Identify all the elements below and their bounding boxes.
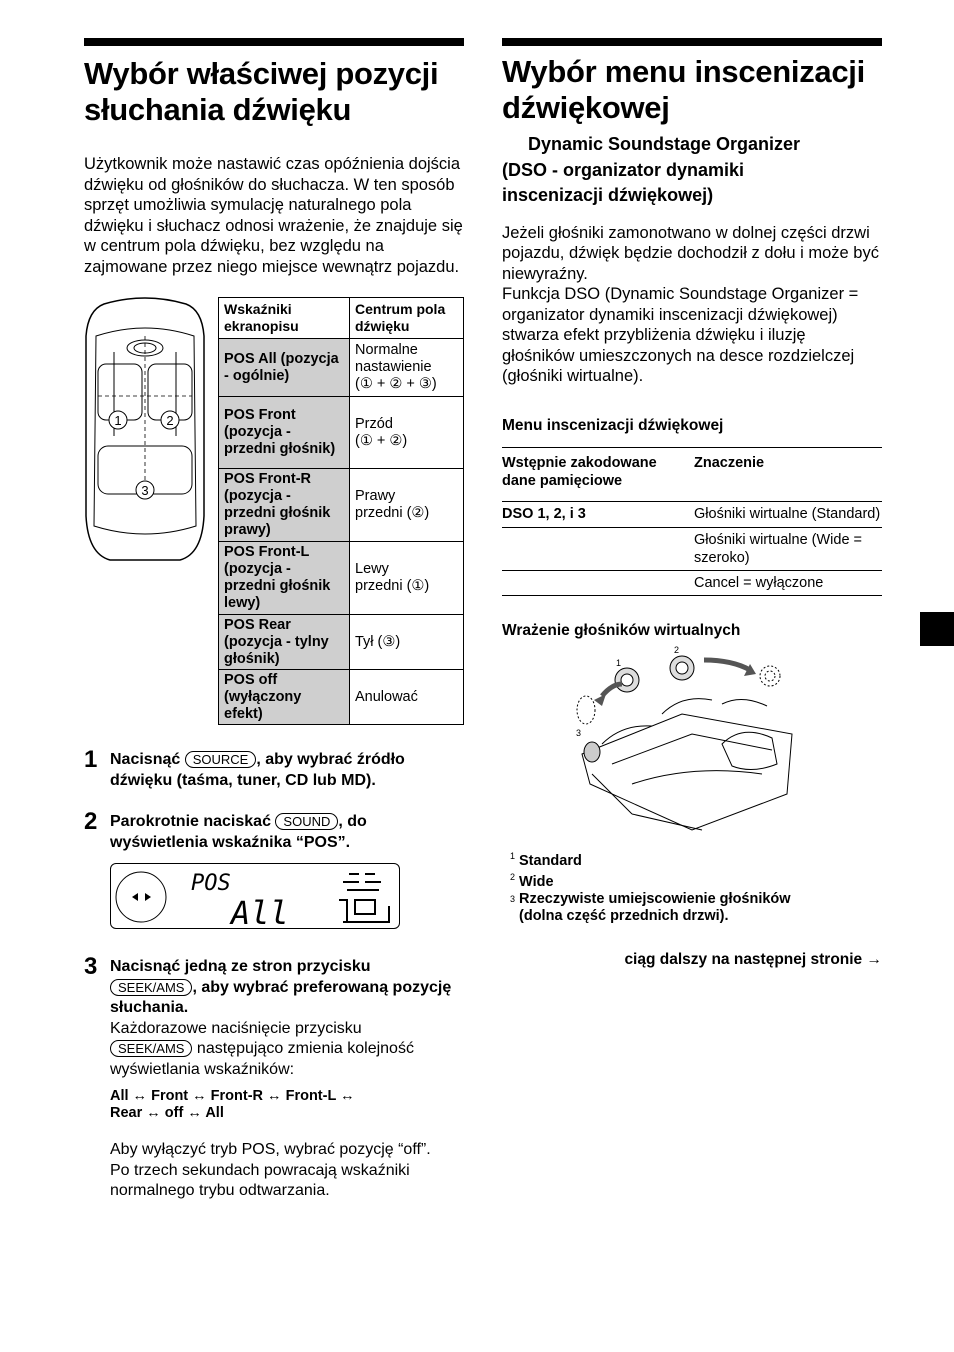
table-row: POS Front-R (pozycja - przedni głośnik prawy) Prawy przedni (②): [219, 469, 464, 542]
table-row: POS Front-L (pozycja - przedni głośnik lewy) Lewy przedni (①): [219, 542, 464, 615]
right-column: [502, 38, 882, 969]
table-row: DSO 1, 2, i 3 Głośniki wirtualne (Standard): [502, 501, 882, 527]
table-row: POS Front (pozycja - przedni głośnik) Przód (① + ②): [219, 397, 464, 469]
table-header-preset: Wstępnie zakodowane dane pamięciowe: [502, 447, 694, 501]
figure-marker-1: 1: [616, 657, 622, 668]
sound-button-label: SOUND: [275, 813, 338, 830]
step-1: 1 Nacisnąć SOURCE , aby wybrać źródło dźwięku (taśma, tuner, CD lub MD).: [84, 746, 405, 789]
footnote: $^1$ Standard: [510, 850, 582, 869]
dso-intro: Jeżeli głośniki zamonotwano w dolnej części drzwi pojazdu, dźwięk będzie dochodził z dołu i może być niewyraźny. Funkcja DSO (Dynamic Soundstage Organizer = organizator dynamiki inscenizacji dźwiękowej) stwarza efekt przybliżenia dźwięku i iluzję głośników umieszczonych na desce rozdzielczej (głośniki wirtualne).: [502, 223, 879, 385]
section-rule: [502, 38, 882, 46]
dso-subheading: Dynamic Soundstage Organizer (DSO - organizator dynamiki inscenizacji dźwiękowej): [502, 134, 801, 205]
left-column: [84, 38, 464, 1199]
figure-heading: Wrażenie głośników wirtualnych: [502, 621, 741, 639]
section-rule: [84, 38, 464, 46]
section-title-dso: Wybór menu inscenizacji dźwiękowej: [502, 54, 865, 125]
step-number: 1: [84, 746, 98, 773]
figure-marker-2: 2: [674, 644, 680, 655]
table-row: POS All (pozycja - ogólnie) Normalne nastawienie (① + ② + ③): [219, 339, 464, 397]
table-row: Cancel = wyłączone: [502, 570, 882, 595]
display-pos-text: POS: [191, 871, 231, 896]
marker-2: 2: [166, 413, 174, 428]
speaker-wide-icon: [670, 656, 694, 680]
table-row: Głośniki wirtualne (Wide = szeroko): [502, 527, 882, 570]
marker-1: 1: [114, 413, 122, 428]
pos-indicator-table: [218, 297, 464, 725]
figure-marker-3: 3: [576, 727, 582, 738]
source-button-label: SOURCE: [185, 751, 257, 768]
seek-ams-button-label: SEEK/AMS: [110, 979, 192, 996]
dso-table: [502, 447, 882, 596]
step-number: 3: [84, 953, 98, 980]
pos-intro: Użytkownik może nastawić czas opóźnienia dojścia dźwięku od głośników do słuchacza. W ten sposób sprzęt umożliwia symulację naturalnego pola dźwięku i słuchacz odnosi wrażenie, że znajduje się w centrum pola dźwięku, bez względu na zajmowane przez niego miejsce wewnątrz pojazdu.: [84, 155, 463, 276]
step-2: 2 Parokrotnie naciskać SOUND , do wyświetlenia wskaźnika “POS”.: [84, 808, 367, 851]
footnote: $^2$ Wide: [510, 872, 554, 891]
table-header-center: Centrum pola dźwięku: [350, 298, 464, 339]
table-header-indicator: Wskaźniki ekranopisu: [219, 298, 350, 339]
off-note: Aby wyłączyć tryb POS, wybrać pozycję “off”. Po trzech sekundach powracają wskaźniki normalnego trybu odtwarzania.: [110, 1141, 431, 1199]
footnote: 3 Rzeczywiste umiejscowienie głośników (dolna część przednich drzwi).: [510, 891, 791, 925]
step-3: 3 Nacisnąć jedną ze stron przycisku SEEK/AMS , aby wybrać preferowaną pozycję słuchania. Każdorazowe naciśnięcie przycisku SEEK/AMS następująco zmienia kolejność wyświetlania wskaźników: All ↔ Front ↔ Front-R ↔ Front-L ↔ Rear ↔ off ↔ All Aby wyłączyć tryb POS, wybrać pozycję “off”. Po trzech sekundach powracają wskaźniki normalnego trybu odtwarzania.: [84, 957, 464, 1202]
speaker-standard-icon: [615, 668, 639, 692]
marker-3: 3: [141, 483, 149, 498]
figure-footnotes: [510, 848, 882, 926]
table-header-meaning: Znaczenie: [694, 447, 882, 501]
table-row: POS off (wyłączony efekt) Anulować: [219, 670, 464, 725]
table-row: POS Rear (pozycja - tylny głośnik) Tył (③): [219, 615, 464, 670]
continued-note: ciąg dalszy na następnej stronie →: [624, 951, 882, 969]
virtual-speaker-illustration: [572, 644, 802, 832]
menu-heading: Menu inscenizacji dźwiękowej: [502, 416, 724, 434]
section-tab-marker: [920, 612, 954, 646]
speaker-virtual-icon: [760, 666, 780, 686]
seek-ams-button-label: SEEK/AMS: [110, 1040, 192, 1057]
section-title-pos: Wybór właściwej pozycji słuchania dźwięku: [84, 56, 439, 127]
lcd-display: [110, 863, 400, 932]
step-number: 2: [84, 808, 98, 835]
indicator-cycle: All ↔ Front ↔ Front-R ↔ Front-L ↔ Rear ↔ off ↔ All: [110, 1088, 355, 1121]
car-top-view-diagram: [84, 296, 206, 564]
display-mode-text: All: [231, 894, 289, 932]
